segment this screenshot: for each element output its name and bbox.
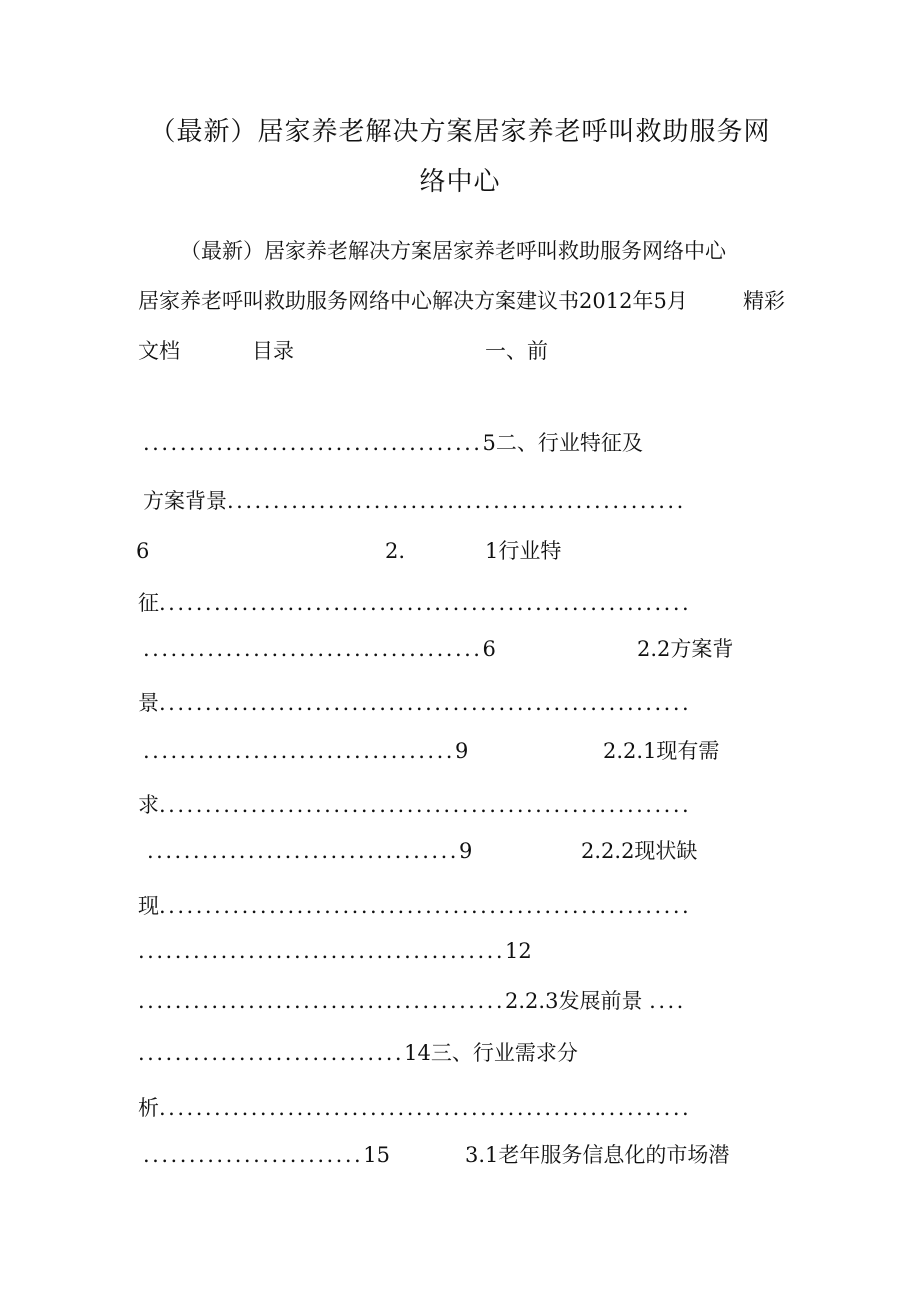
document-title-line-2: 络中心: [419, 167, 501, 197]
toc-entry-text: 2.2.1现有需: [603, 739, 720, 763]
toc-entry-text: 析: [138, 1096, 159, 1120]
toc-entry-text: 景: [138, 691, 159, 715]
toc-entry-14: [138, 1095, 691, 1121]
toc-leader-dots: .....................................: [143, 431, 483, 455]
toc-page-number: 6: [482, 637, 496, 661]
toc-entry-9: [147, 838, 472, 864]
toc-leader-dots: ..................................: [143, 739, 455, 763]
toc-section-1-label: 一、前: [485, 339, 548, 363]
subtitle-line: 居家养老呼叫救助服务网络中心解决方案建议书2012年5月: [138, 289, 688, 313]
toc-entry-4: [138, 590, 691, 616]
toc-entry-text: 2.2.2现状缺: [581, 839, 698, 863]
toc-page-number: 9: [454, 739, 469, 763]
toc-entry-8: [138, 792, 691, 818]
toc-leader-dots: ........................: [143, 1143, 364, 1167]
toc-entry-text: 求: [138, 793, 159, 817]
toc-entry-text: 方案背景: [143, 489, 227, 513]
toc-entry-text: 1行业特: [485, 539, 562, 563]
toc-entry-11: [138, 938, 532, 964]
toc-leader-dots: ..........................................................: [159, 894, 692, 918]
toc-leader-dots: .............................: [138, 1041, 405, 1065]
toc-entry-10: [138, 893, 691, 919]
toc-leader-dots: ..........................................................: [159, 591, 692, 615]
toc-page-number: 15: [363, 1143, 390, 1167]
toc-entry-text: 2.2.3发展前景: [505, 989, 643, 1013]
mulu-heading: 目录: [252, 339, 294, 363]
toc-entry-1: [143, 430, 643, 456]
toc-entry-6: [138, 690, 691, 716]
toc-entry-text: 征: [138, 591, 159, 615]
toc-entry-15: [143, 1142, 390, 1168]
toc-leader-dots: ........................................: [138, 939, 506, 963]
toc-leader-dots: ..................................................: [227, 489, 686, 513]
toc-entry-7: [143, 738, 468, 764]
toc-entry-5: [143, 636, 496, 662]
toc-leader-dots: .....................................: [143, 637, 483, 661]
toc-leader-dots: ..........................................................: [159, 793, 692, 817]
toc-leader-dots: ..........................................................: [159, 1096, 692, 1120]
toc-page-number: 12: [505, 939, 532, 963]
toc-leader-dots: ....: [649, 989, 686, 1013]
toc-entry-text: 2.2方案背: [637, 637, 734, 661]
toc-entry-13: [138, 1040, 578, 1066]
toc-leader-dots: ..........................................................: [159, 691, 692, 715]
toc-entry-text: 14三、行业需求分: [404, 1041, 578, 1065]
intro-paragraph: （最新）居家养老解决方案居家养老呼叫救助服务网络中心: [180, 239, 726, 263]
toc-page-number: 6: [136, 539, 150, 563]
toc-entry-text: 5二、行业特征及: [482, 431, 643, 455]
toc-section-number: 2.: [385, 539, 406, 563]
toc-entry-2: [143, 488, 686, 514]
toc-entry-text: 3.1老年服务信息化的市场潜: [465, 1143, 730, 1167]
jingcai-text: 精彩: [743, 289, 785, 313]
toc-entry-text: 现: [138, 894, 159, 918]
toc-page-number: 9: [458, 839, 473, 863]
toc-leader-dots: ..................................: [147, 839, 459, 863]
wendang-text: 文档: [138, 339, 180, 363]
toc-leader-dots: ........................................: [138, 989, 506, 1013]
document-title-line-1: （最新）居家养老解决方案居家养老呼叫救助服务网: [149, 117, 771, 147]
toc-entry-12: [138, 988, 686, 1014]
